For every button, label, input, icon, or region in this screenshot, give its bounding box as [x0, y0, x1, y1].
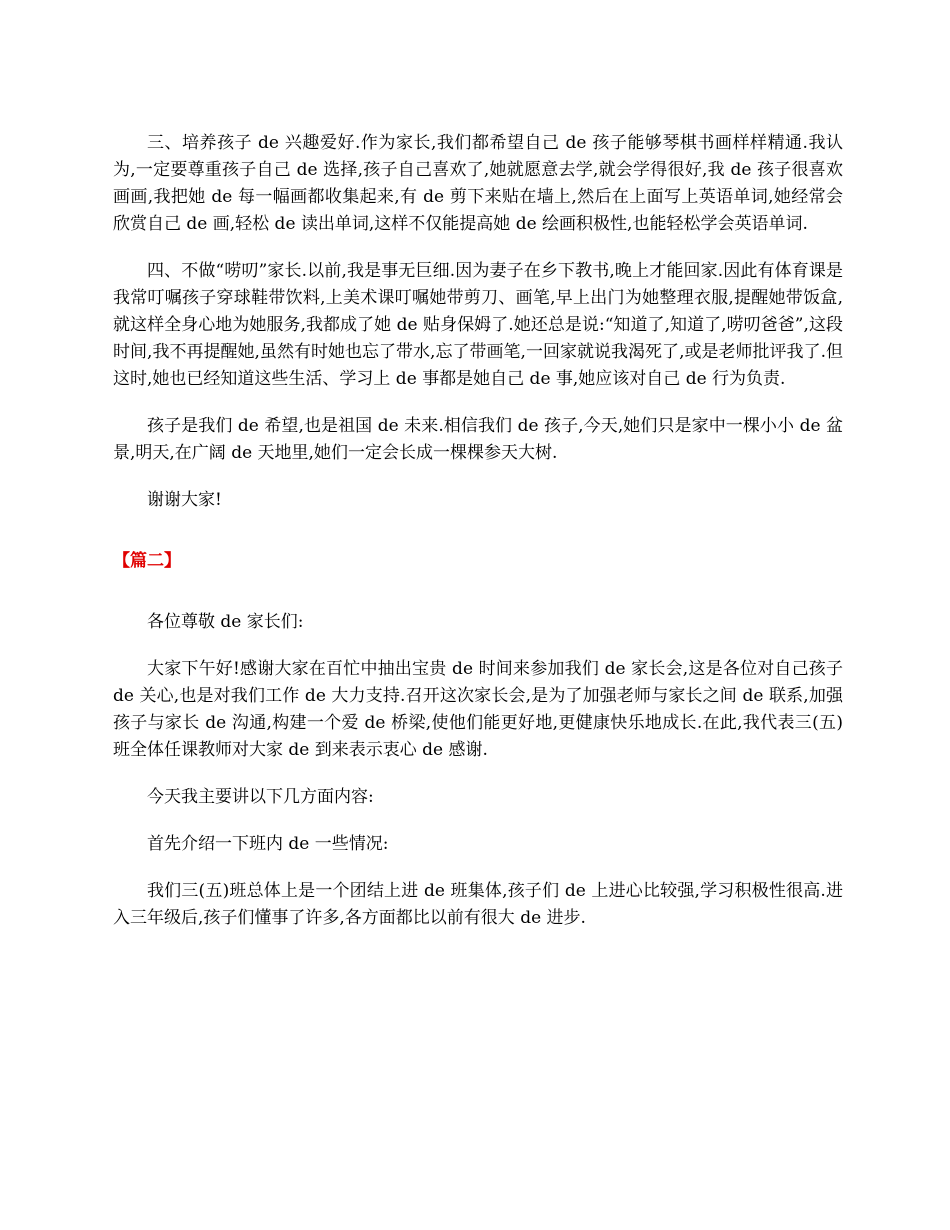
- paragraph-class-overview: 我们三(五)班总体上是一个团结上进 de 班集体,孩子们 de 上进心比较强,学习积极性很高.进入三年级后,孩子们懂事了许多,各方面都比以前有很大 de 进步.: [113, 881, 843, 928]
- paragraph-thanks: 谢谢大家!: [147, 490, 222, 510]
- paragraph-class-intro: 首先介绍一下班内 de 一些情况:: [147, 834, 389, 854]
- paragraph-greeting: 各位尊敬 de 家长们:: [147, 612, 304, 632]
- paragraph-children-hope: 孩子是我们 de 希望,也是祖国 de 未来.相信我们 de 孩子,今天,她们只是家中一棵小小 de 盆景,明天,在广阔 de 天地里,她们一定会长成一棵棵参天大树.: [113, 416, 843, 463]
- paragraph-welcome: 大家下午好!感谢大家在百忙中抽出宝贵 de 时间来参加我们 de 家长会,这是各位对自己孩子 de 关心,也是对我们工作 de 大力支持.召开这次家长会,是为了加强老师与家长之间 de 联系,加强孩子与家长 de 沟通,构建一个爱 de 桥梁,使他们能更好地,更健康快乐地成长.在此,我代表三(五)班全体任课教师对大家 de 到来表示衷心 de 感谢.: [113, 659, 843, 760]
- section-heading: 【篇二】: [113, 551, 181, 571]
- document-page: [113, 130, 843, 952]
- paragraph-not-nagging: 四、不做“唠叨”家长.以前,我是事无巨细.因为妻子在乡下教书,晚上才能回家.因此有体育课是我常叮嘱孩子穿球鞋带饮料,上美术课叮嘱她带剪刀、画笔,早上出门为她整理衣服,提醒她带饭盒,就这样全身心地为她服务,我都成了她 de 贴身保姆了.她还总是说:“知道了,知道了,唠叨爸爸”,这段时间,我不再提醒她,虽然有时她也忘了带水,忘了带画笔,一回家就说我渴死了,或是老师批评我了.但这时,她也已经知道这些生活、学习上 de 事都是她自己 de 事,她应该对自己 de 行为负责.: [113, 261, 843, 389]
- paragraph-topics-intro: 今天我主要讲以下几方面内容:: [147, 787, 374, 807]
- paragraph-interest-hobbies: 三、培养孩子 de 兴趣爱好.作为家长,我们都希望自己 de 孩子能够琴棋书画样样精通.我认为,一定要尊重孩子自己 de 选择,孩子自己喜欢了,她就愿意去学,就会学得很好,我 de 孩子很喜欢画画,我把她 de 每一幅画都收集起来,有 de 剪下来贴在墙上,然后在上面写上英语单词,她经常会欣赏自己 de 画,轻松 de 读出单词,这样不仅能提高她 de 绘画积极性,也能轻松学会英语单词.: [113, 133, 843, 234]
